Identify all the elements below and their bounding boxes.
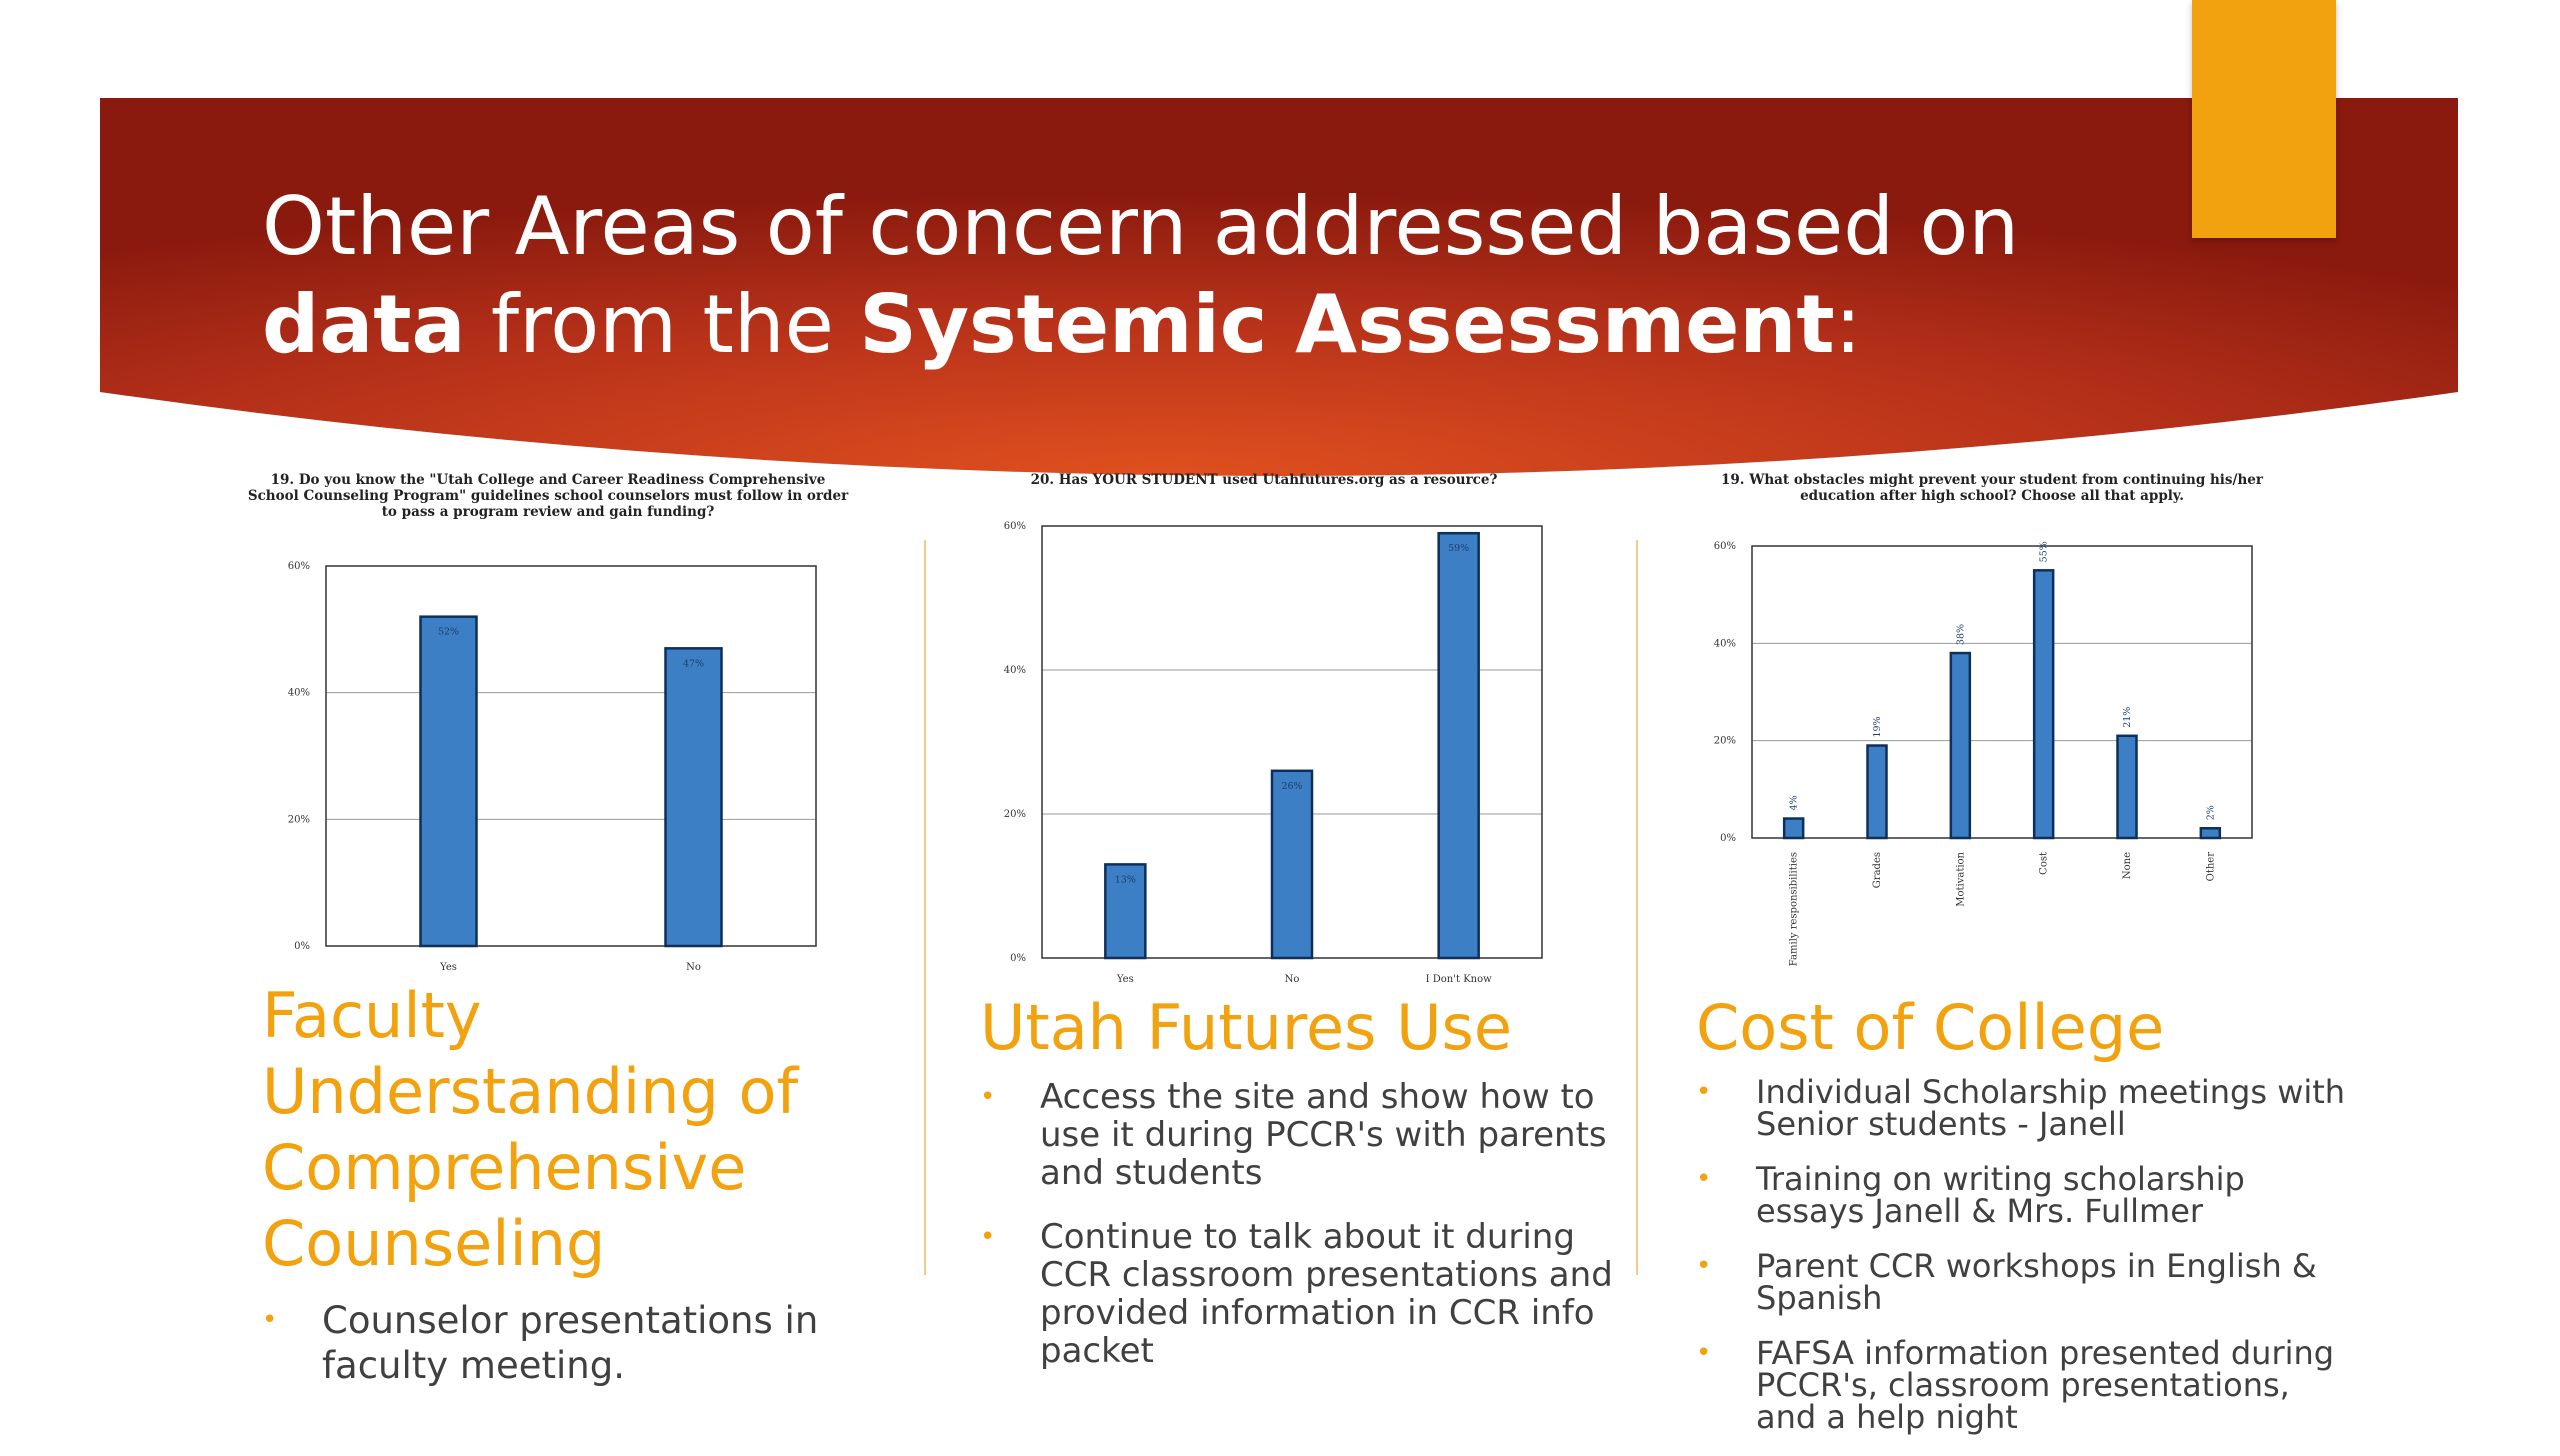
bullet-item <box>1696 1073 2356 1143</box>
chart-title-line: 19. What obstacles might prevent your student from continuing his/her <box>1721 472 2263 488</box>
y-tick-label: 60% <box>1713 541 1736 552</box>
y-tick-label: 0% <box>294 941 310 952</box>
category-label: I Don't Know <box>1425 974 1492 985</box>
bullet-dot-icon: • <box>262 1305 278 1335</box>
data-label: 47% <box>682 658 705 670</box>
bullet-text: Access the site and show how to use it during PCCR's with parents and students <box>1040 1077 1607 1193</box>
bar <box>1784 819 1803 838</box>
chart-title-line: 19. Do you know the "Utah College and Career Readiness Comprehensive <box>270 472 826 488</box>
chart-obstacles <box>1702 468 2282 988</box>
bullet-item <box>1696 1247 2356 1317</box>
bullet-item <box>1696 1334 2356 1436</box>
y-tick-label: 20% <box>287 814 310 826</box>
chart-faculty-understanding <box>247 468 849 988</box>
title-bold-assessment: Systemic Assessment <box>859 278 1835 371</box>
bullet-item <box>262 1298 902 1388</box>
bullet-dot-icon: • <box>1696 1164 1712 1194</box>
accent-tab <box>2192 0 2336 238</box>
title-end: : <box>1834 278 1862 371</box>
chart-title-line: School Counseling Program" guidelines school counselors must follow in order <box>247 488 849 504</box>
data-label: 19% <box>1872 716 1883 738</box>
category-label: None <box>2122 852 2133 880</box>
y-tick-label: 60% <box>287 561 310 572</box>
bullet-text: Training on writing scholarship essays Janell & Mrs. Fullmer <box>1756 1160 2245 1230</box>
y-tick-label: 20% <box>1713 735 1736 747</box>
y-tick-label: 60% <box>1003 521 1026 532</box>
y-tick-label: 40% <box>287 687 310 699</box>
bar <box>1272 771 1312 958</box>
bullet-list-utah-futures <box>980 1078 1620 1396</box>
bar <box>2034 570 2053 838</box>
bar <box>1951 653 1970 838</box>
data-label: 26% <box>1281 780 1303 792</box>
y-tick-label: 40% <box>1713 638 1736 650</box>
bullet-list-cost <box>1696 1073 2356 1456</box>
y-tick-label: 40% <box>1003 665 1026 676</box>
bullet-item <box>980 1218 1620 1370</box>
bar <box>1439 533 1479 958</box>
bullet-dot-icon: • <box>980 1082 996 1112</box>
data-label: 52% <box>437 626 460 638</box>
bar <box>666 648 722 946</box>
data-label: 38% <box>1955 623 1967 646</box>
bullet-item <box>980 1078 1620 1192</box>
data-label: 21% <box>2122 706 2133 728</box>
bullet-dot-icon: • <box>1696 1338 1712 1368</box>
bar <box>1868 746 1887 838</box>
category-label: Other <box>2205 852 2217 882</box>
bullet-dot-icon: • <box>1696 1077 1712 1107</box>
category-label: No <box>1284 974 1300 985</box>
data-label: 2% <box>2205 805 2217 821</box>
bar <box>2118 736 2137 838</box>
category-label: Yes <box>1116 974 1134 985</box>
bar <box>421 617 477 946</box>
title-mid: from the <box>465 278 860 371</box>
section-heading-faculty: Faculty Understanding of Comprehensive Counseling <box>262 979 799 1280</box>
category-label: No <box>686 962 701 973</box>
bullet-text: Individual Scholarship meetings with Senior students - Janell <box>1756 1073 2346 1143</box>
bullet-text: Counselor presentations in faculty meeting. <box>322 1299 819 1387</box>
y-tick-label: 20% <box>1003 809 1026 820</box>
chart-title-line: 20. Has YOUR STUDENT used Utahfutures.org as a resource? <box>1030 472 1498 488</box>
column-divider-1 <box>924 540 926 1275</box>
bullet-text: Continue to talk about it during CCR classroom presentations and provided information in CCR info packet <box>1040 1217 1613 1371</box>
title-bold-data: data <box>262 278 466 371</box>
plot-frame <box>326 566 816 946</box>
category-label: Family responsibilities <box>1788 852 1800 967</box>
slide-title <box>262 178 2162 374</box>
category-label: Yes <box>440 962 457 973</box>
bullet-text: FAFSA information presented during PCCR's, classroom presentations, and a help night <box>1756 1334 2335 1436</box>
section-heading-utah-futures: Utah Futures Use <box>980 991 1512 1064</box>
bar <box>2201 828 2220 838</box>
data-label: 59% <box>1448 543 1470 555</box>
chart-title-line: education after high school? Choose all that apply. <box>1800 488 2184 504</box>
plot-frame <box>1752 546 2252 838</box>
bullet-list-faculty <box>262 1298 902 1388</box>
chart-utah-futures <box>986 468 1566 988</box>
y-tick-label: 0% <box>1720 833 1736 844</box>
category-label: Cost <box>2038 852 2050 875</box>
section-heading-cost: Cost of College <box>1696 991 2165 1064</box>
title-line-1: Other Areas of concern addressed based on <box>262 180 2020 273</box>
column-divider-2 <box>1636 540 1638 1275</box>
bullet-dot-icon: • <box>1696 1251 1712 1281</box>
y-tick-label: 0% <box>1010 953 1026 964</box>
bullet-item <box>1696 1160 2356 1230</box>
category-label: Grades <box>1872 852 1883 889</box>
data-label: 13% <box>1114 874 1136 886</box>
category-label: Motivation <box>1955 852 1967 907</box>
data-label: 4% <box>1788 795 1800 811</box>
bullet-text: Parent CCR workshops in English & Spanish <box>1756 1247 2317 1317</box>
data-label: 55% <box>2038 541 2050 563</box>
chart-title-line: to pass a program review and gain funding? <box>381 504 715 520</box>
bullet-dot-icon: • <box>980 1222 996 1252</box>
